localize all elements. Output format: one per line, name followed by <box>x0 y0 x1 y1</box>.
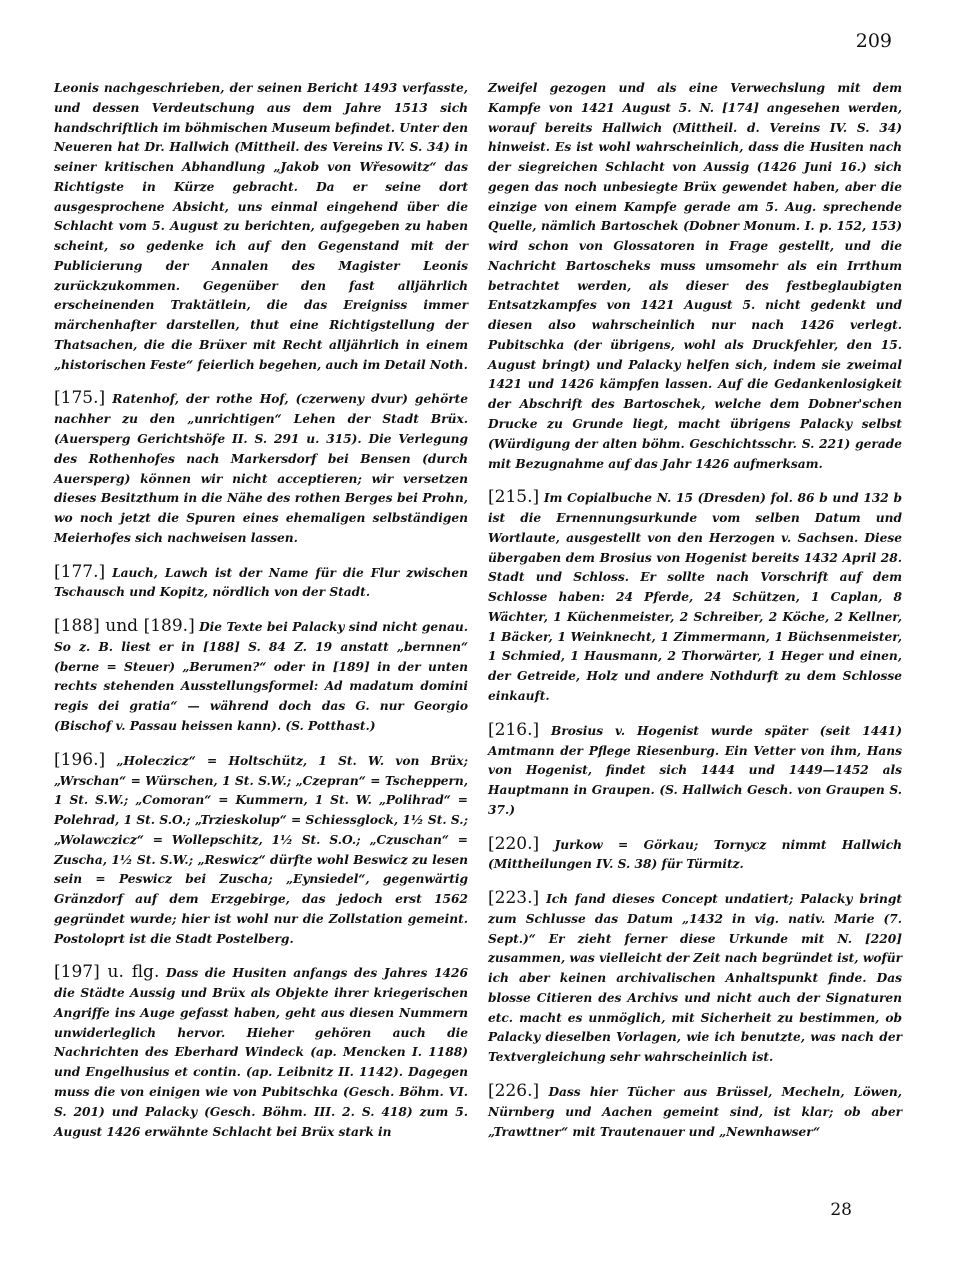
note-reference: [226.] <box>488 1080 540 1101</box>
note-paragraph <box>488 1082 902 1142</box>
note-text: Leonis nachgeschrieben, der seinen Bericht 1493 verfasste, und dessen Verdeutschung aus dem Jahre 1513 sich handschriftlich im böhmischen Museum befindet. Unter den Neueren hat Dr. Hallwich (Mittheil. des Vereins IV. S. 34) in seiner kritischen Abhandlung „Jakob von Wřesowitz“ das Richtigste in Kürze gebracht. Da er seine dort ausgesprochene Absicht, uns einmal eingehend über die Schlacht vom 5. August zu berichten, aufgegeben zu haben scheint, so gedenke ich auf den Gegenstand mit der Publicierung der Annalen des Magister Leonis zurückzukommen. Gegenüber den fast alljährlich erscheinenden Traktätlein, die das Ereigniss immer märchenhafter darstellen, thut eine Richtigstellung der Thatsachen, die die Brüxer mit Recht alljährlich in einem „historischen Feste“ feierlich begehen, auch im Detail Noth. <box>54 81 468 372</box>
note-paragraph <box>54 963 468 1142</box>
note-paragraph <box>488 488 902 706</box>
note-reference: [215.] <box>488 487 540 508</box>
right-column <box>488 78 902 1156</box>
note-text: Zweifel gezogen und als eine Verwechslung mit dem Kampfe von 1421 August 5. N. [174] angesehen werden, worauf bereits Hallwich (Mittheil. d. Vereins IV. S. 34) hinweist. Es ist wohl wahrscheinlich, dass die Husiten nach der siegreichen Schlacht von Aussig (1426 Juni 16.) sich gegen das noch unbesiegte Brüx gewendet haben, aber die einzige von einem Kampfe gerade am 5. Aug. sprechende Quelle, nämlich Bartoschek (Dobner Monum. I. p. 152, 153) wird schon von Glossatoren in Frage gestellt, und die Nachricht Bartoscheks muss umsomehr als ein Irrthum betrachtet werden, als dieser des festbeglaubigten Entsatzkampfes von 1421 August 5. nicht gedenkt und diesen also wahrscheinlich nur nach 1426 verlegt. Pubitschka (der übrigens, wohl als Druckfehler, den 15. August bringt) und Palacky helfen sich, indem sie zweimal 1421 und 1426 kämpfen lassen. Auf die Gedankenlosigkeit der Abschrift des Bartoschek, welche dem Dobner'schen Drucke zu Grunde liegt, macht übrigens Palacky selbst (Würdigung der alten böhm. Geschichtsschr. S. 221) gerade mit Bezugnahme auf das Jahr 1426 aufmerksam. <box>488 81 902 471</box>
note-paragraph <box>488 889 902 1068</box>
note-paragraph <box>54 78 468 375</box>
note-paragraph <box>54 751 468 950</box>
note-text: Die Texte bei Palacky sind nicht genau. So z. B. liest er in [188] S. 84 Z. 19 anstatt „bernnen“ (berne = Steuer) „Berumen?“ oder in [189] in der unten rechts stehenden Ausstellungsformel: Ad madatum domini regis dei gratia“ — während doch das G. nur Georgio (Bischof v. Passau heissen kann). (S. Potthast.) <box>54 620 468 733</box>
note-text: Lauch, Lawch ist der Name für die Flur zwischen Tschausch und Kopitz, nördlich von der Stadt. <box>54 565 468 600</box>
note-text: Ich fand dieses Concept undatiert; Palacky bringt zum Schlusse das Datum „1432 in vig. nativ. Marie (7. Sept.)“ Er zieht ferner diese Urkunde mit N. [220] zusammen, was vielleicht der Zeit nach begründet ist, wofür ich aber keinen archivalischen Anhaltspunkt finde. Das blosse Citieren des Archivs und nicht auch der Signaturen etc. macht es unmöglich, mit Sicherheit zu bestimmen, ob Palacky dieselben Vorlagen, wie ich benutzte, was nach der Textvergleichung sehr wahrscheinlich ist. <box>488 892 903 1065</box>
page-number: 209 <box>855 30 892 52</box>
note-paragraph <box>54 389 468 548</box>
note-text: Im Copialbuche N. 15 (Dresden) fol. 86 b und 132 b ist die Ernennungsurkunde vom selben Datum und Wortlaute, ausgestellt von den Herzogen v. Sachsen. Diese übergaben dem Brosius von Hogenist bereits 1432 April 28. Stadt und Schloss. Er sollte nach Vorschrift auf dem Schlosse haben: 24 Pferde, 24 Schützen, 1 Caplan, 8 Wächter, 1 Küchenmeister, 2 Schreiber, 2 Köche, 2 Kellner, 1 Bäcker, 1 Weinknecht, 1 Zimmermann, 1 Büchsenmeister, 1 Schmied, 1 Hausmann, 2 Thorwärter, 1 Heger und einen, der Getreide, Holz und andere Nothdurft zu dem Schlosse einkauft. <box>488 491 902 703</box>
note-reference: [188] und [189.] <box>54 616 195 637</box>
note-reference: [177.] <box>54 561 106 582</box>
left-column <box>54 78 468 1156</box>
note-paragraph <box>488 78 902 474</box>
note-paragraph <box>54 563 468 604</box>
note-reference: [175.] <box>54 388 106 409</box>
note-reference: [196.] <box>54 749 106 770</box>
note-reference: [197] u. flg. <box>54 962 160 983</box>
note-text: Dass hier Tücher aus Brüssel, Mecheln, Löwen, Nürnberg und Aachen gemeint sind, ist klar; ob aber „Trawttner“ mit Trautenauer und „Newnhawser“ <box>488 1084 902 1139</box>
note-reference: [216.] <box>488 719 540 740</box>
note-paragraph <box>488 835 902 876</box>
note-paragraph <box>54 617 468 737</box>
note-text: Brosius v. Hogenist wurde später (seit 1441) Amtmann der Pflege Riesenburg. Ein Vetter von ihm, Hans von Hogenist, findet sich 1444 und 1449—1452 als Hauptmann in Graupen. (S. Hallwich Gesch. von Graupen S. 37.) <box>488 723 902 817</box>
note-reference: [220.] <box>488 833 540 854</box>
note-text: „Holeczicz“ = Holtschütz, 1 St. W. von Brüx; „Wrschan“ = Würschen, 1 St. S.W.; „Czepran“ = Tscheppern, 1 St. S.W.; „Comoran“ = Kummern, 1 St. W. „Polihrad“ = Polehrad, 1 St. S.O.; „Trzieskolup“ = Schiessglock, 1½ St. S.; „Wolawczicz“ = Wollepschitz, 1½ St. S.O.; „Czuschan“ = Zuscha, 1½ St. S.W.; „Reswicz“ dürfte wohl Beswicz zu lesen sein = Peswicz bei Zuscha; „Eynsiedel“, gegenwärtig Gränzdorf auf dem Erzgebirge, das jedoch erst 1562 gegründet wurde; hier ist wohl nur die Zollstation gemeint. Postoloprt ist die Stadt Postelberg. <box>54 753 468 946</box>
note-text: Ratenhof, der rothe Hof, (czerweny dvur) gehörte nachher zu den „unrichtigen“ Lehen der Stadt Brüx. (Auersperg Gerichtshöfe II. S. 291 u. 315). Die Verlegung des Rothenhofes nach Markersdorf bei Bensen (durch Auersperg) können wir nicht acceptieren; wir versetzen dieses Besitzthum in die Nähe des rothen Berges bei Prohn, wo noch jetzt die Spuren eines ehemaligen selbständigen Meierhofes sich nachweisen lassen. <box>54 392 469 545</box>
note-text: Dass die Husiten anfangs des Jahres 1426 die Städte Aussig und Brüx als Objekte ihrer kriegerischen Angriffe ins Auge gefasst haben, geht aus diesen Nummern unwiderleglich hervor. Hieher gehören auch die Nachrichten des Eberhard Windeck (ap. Mencken I. 1188) und Engelhusius et contin. (ap. Leibnitz II. 1142). Dagegen muss die von einigen wie von Pubitschka (Gesch. Böhm. VI. S. 201) und Palacky (Gesch. Böhm. III. 2. S. 418) zum 5. August 1426 erwähnte Schlacht bei Brüx stark in <box>54 966 468 1139</box>
note-reference: [223.] <box>488 888 540 909</box>
note-text: Jurkow = Görkau; Tornycz nimmt Hallwich (Mittheilungen IV. S. 38) für Türmitz. <box>488 837 902 872</box>
folio-signature: 28 <box>830 1200 852 1220</box>
note-paragraph <box>488 721 902 821</box>
